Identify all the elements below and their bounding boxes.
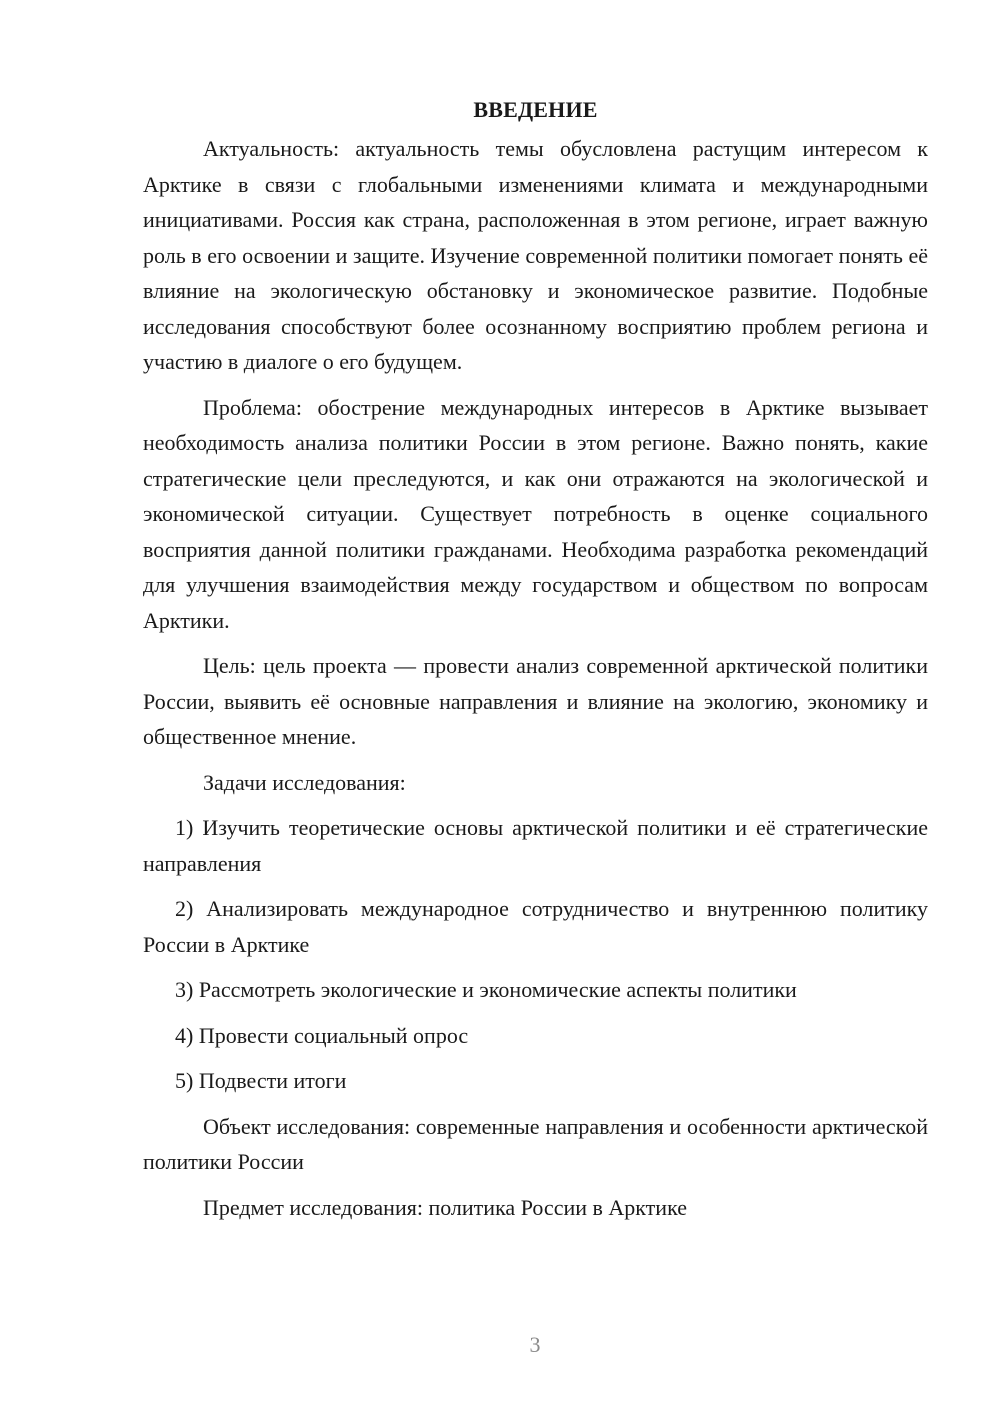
- page-number: 3: [529, 1332, 541, 1357]
- tasks-heading: Задачи исследования:: [203, 769, 406, 795]
- tasks-list: [143, 810, 928, 1099]
- object-paragraph: Объект исследования: современные направления и особенности арктической политики России: [143, 1113, 928, 1174]
- task-item-3: 3) Рассмотреть экологические и экономические аспекты политики: [175, 977, 797, 1002]
- goal-paragraph: Цель: цель проекта — провести анализ современной арктической политики России, выявить её основные направления и влияние на экологию, экономику и общественное мнение.: [143, 653, 928, 749]
- relevance-paragraph: Актуальность: актуальность темы обусловлена растущим интересом к Арктике в связи с глобальными изменениями климата и международными инициативами. Россия как страна, расположенная в этом регионе, играет важную роль в его освоении и защите. Изучение современной политики помогает понять её влияние на экологическую обстановку и экономическое развитие. Подобные исследования способствуют более осознанному восприятию проблем региона и участию в диалоге о его будущем.: [143, 136, 928, 374]
- task-item-1: 1) Изучить теоретические основы арктической политики и её стратегические направления: [143, 815, 928, 876]
- problem-paragraph: Проблема: обострение международных интересов в Арктике вызывает необходимость анализа политики России в этом регионе. Важно понять, какие стратегические цели преследуются, и как они отражаются на экологической и экономической ситуации. Существует потребность в оценке социального восприятия данной политики гражданами. Необходима разработка рекомендаций для улучшения взаимодействия между государством и обществом по вопросам Арктики.: [143, 394, 928, 633]
- section-title: ВВЕДЕНИЕ: [473, 97, 598, 122]
- subject-paragraph: Предмет исследования: политика России в Арктике: [203, 1194, 687, 1220]
- document-page: [143, 92, 928, 1235]
- task-item-4: 4) Провести социальный опрос: [175, 1022, 469, 1048]
- task-item-5: 5) Подвести итоги: [175, 1068, 347, 1093]
- task-item-2: 2) Анализировать международное сотрудничество и внутреннюю политику России в Арктике: [143, 896, 928, 957]
